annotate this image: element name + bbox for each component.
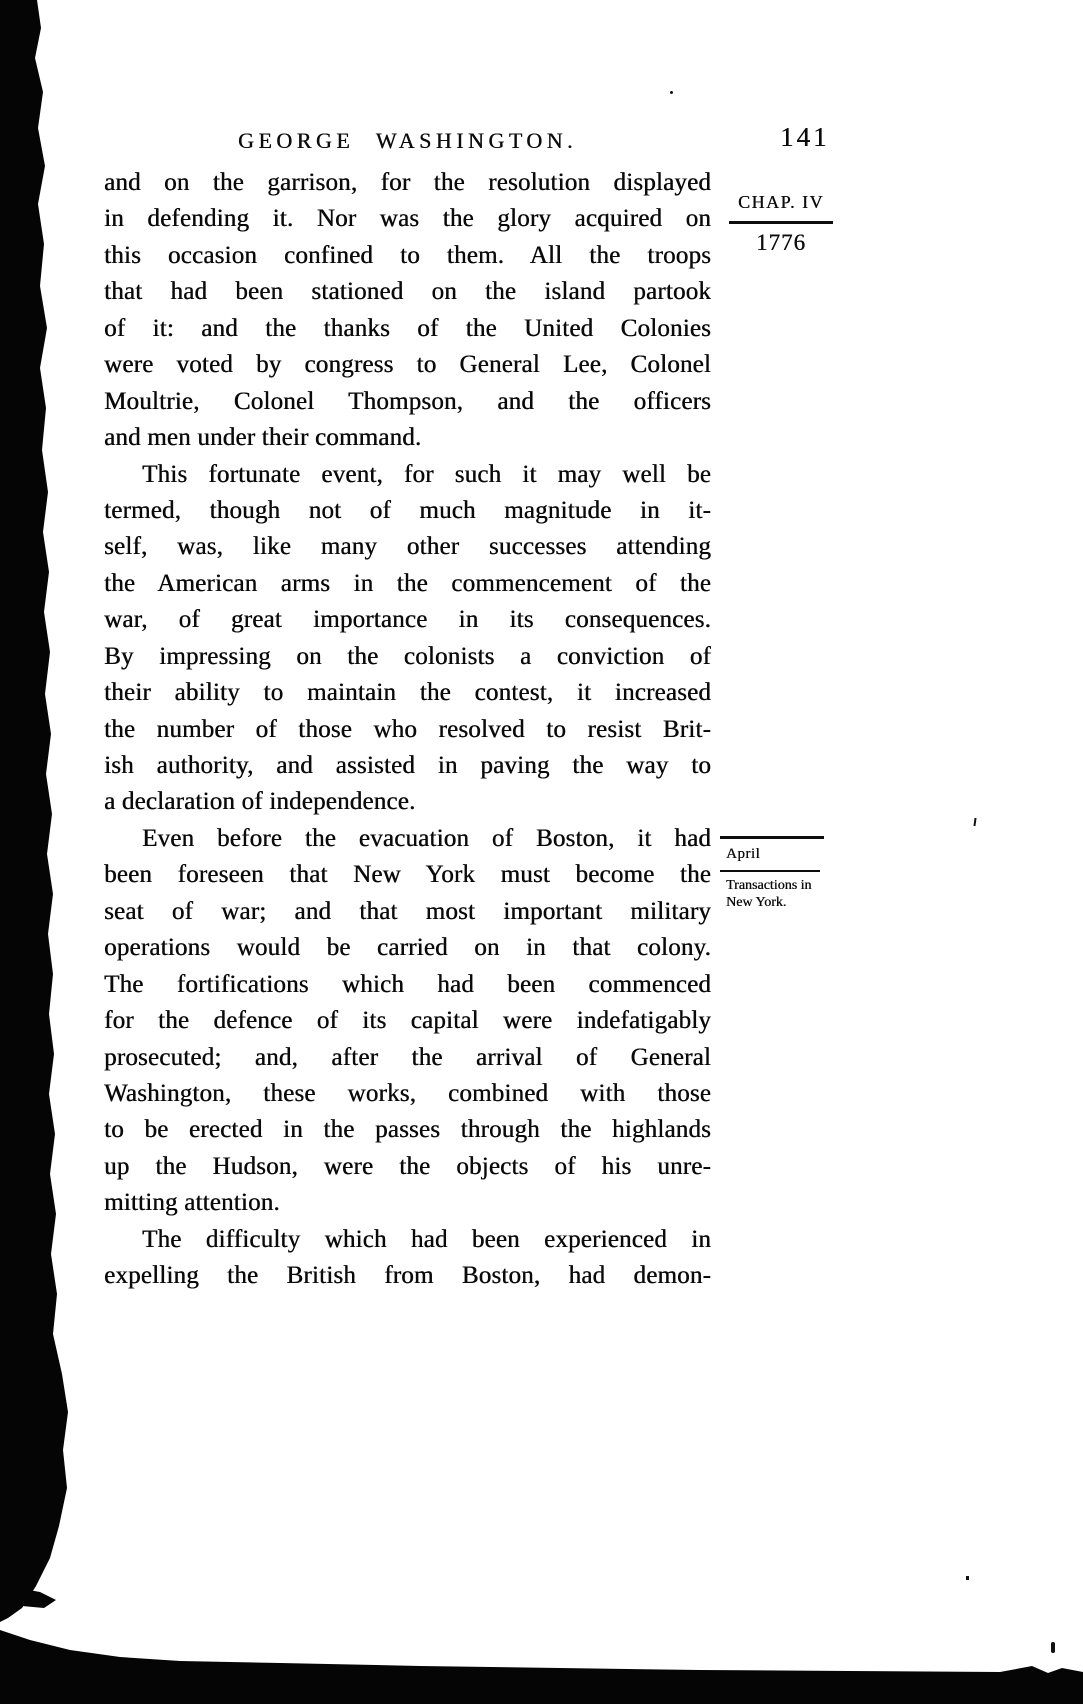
text-line: war, of great importance in its consequences. — [104, 606, 711, 634]
text-line: that had been stationed on the island partook — [104, 278, 711, 306]
chapter-label: CHAP. IV — [737, 192, 824, 212]
scan-edge-bottom — [0, 1630, 1083, 1704]
page-number: 141 — [780, 122, 830, 152]
scan-speck — [966, 1576, 969, 1580]
text-line: prosecuted; and, after the arrival of General — [104, 1043, 711, 1071]
text-line: self, was, like many other successes attending — [104, 533, 711, 561]
text-line: Even before the evacuation of Boston, it had — [142, 824, 711, 852]
scan-speck — [1051, 1642, 1055, 1653]
body-text — [104, 165, 711, 1295]
text-line: termed, though not of much magnitude in it- — [104, 496, 711, 524]
paragraph — [104, 821, 711, 1222]
text-line: for the defence of its capital were indefatigably — [104, 1007, 711, 1035]
scan-speck — [973, 818, 976, 826]
text-line: up the Hudson, were the objects of his unre- — [104, 1152, 711, 1180]
sidenote-rule — [729, 221, 833, 224]
text-line: mitting attention. — [104, 1189, 280, 1217]
sidenote-chapter-block — [729, 190, 833, 256]
scan-speck — [670, 91, 673, 94]
scan-edge-left — [0, 0, 68, 1622]
text-line: expelling the British from Boston, had demon- — [104, 1262, 711, 1290]
text-line: Washington, these works, combined with those — [104, 1079, 711, 1107]
paragraph — [104, 165, 711, 457]
text-line: the American arms in the commencement of the — [104, 569, 711, 597]
text-line: of it: and the thanks of the United Colonies — [104, 314, 711, 342]
text-line: the number of those who resolved to resist Brit- — [104, 715, 711, 743]
text-line: Moultrie, Colonel Thompson, and the officers — [104, 387, 711, 415]
month-label: April — [726, 846, 761, 862]
scan-blob — [18, 1588, 56, 1608]
text-line: and on the garrison, for the resolution displayed — [104, 169, 711, 196]
sidenote-rule — [720, 836, 824, 839]
text-line: ish authority, and assisted in paving the way to — [104, 752, 711, 779]
text-line: in defending it. Nor was the glory acquired on — [104, 205, 711, 233]
text-line: their ability to maintain the contest, it increased — [104, 679, 711, 707]
sidenote-april-block — [720, 836, 830, 911]
text-line: This fortunate event, for such it may well be — [142, 460, 711, 488]
text-line: seat of war; and that most important military — [104, 897, 711, 925]
text-line: and men under their command. — [104, 424, 422, 452]
sidenote-rule — [720, 870, 820, 872]
running-title: GEORGE WASHINGTON. — [237, 128, 578, 153]
text-line: been foreseen that New York must become the — [104, 861, 711, 889]
text-line: The difficulty which had been experienced in — [142, 1225, 711, 1253]
paragraph — [104, 1222, 711, 1295]
transactions-label: Transactions in New York. — [726, 878, 812, 910]
text-line: a declaration of independence. — [104, 788, 416, 816]
text-line: to be erected in the passes through the highlands — [104, 1116, 711, 1144]
text-line: were voted by congress to General Lee, Colonel — [104, 351, 711, 379]
text-line: this occasion confined to them. All the troops — [104, 241, 711, 269]
paragraph — [104, 457, 711, 821]
year-label: 1776 — [756, 230, 806, 255]
text-line: operations would be carried on in that colony. — [104, 934, 711, 962]
text-line: The fortifications which had been commenced — [104, 970, 711, 998]
text-line: By impressing on the colonists a conviction of — [104, 642, 711, 670]
